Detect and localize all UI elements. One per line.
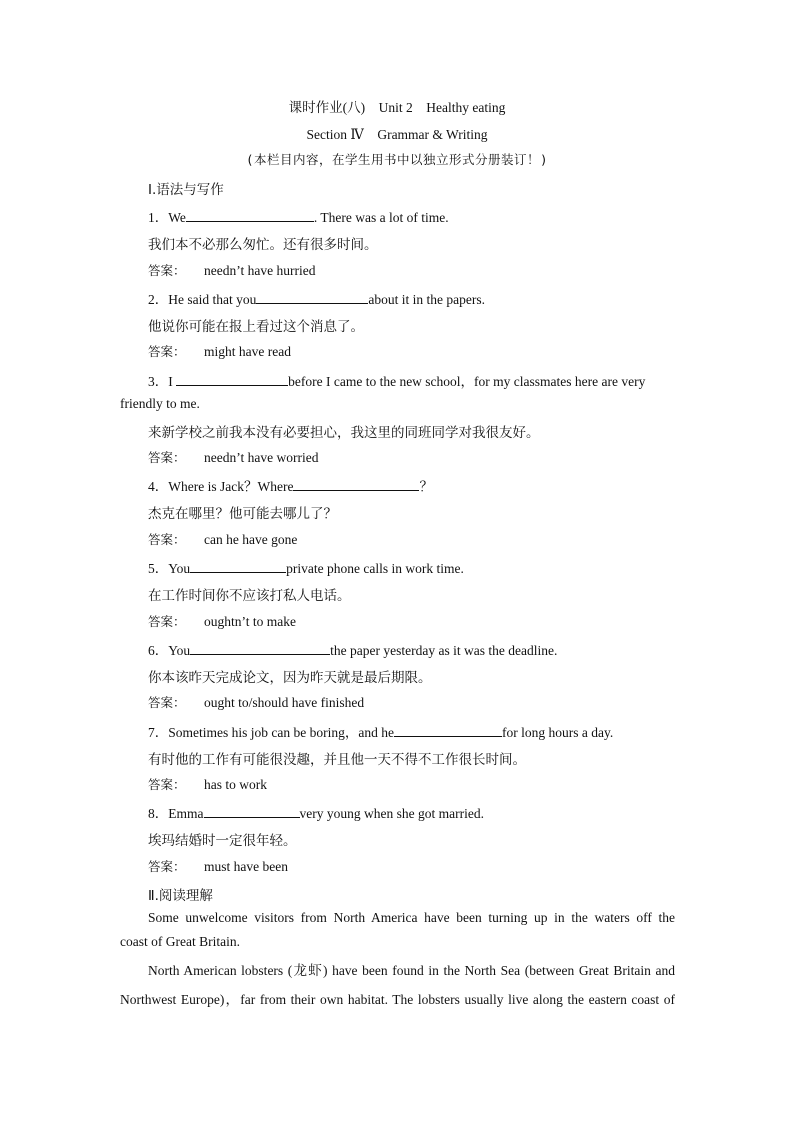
question-7-answer: 答案： has to work [148,777,267,792]
question-1-answer: 答案： needn’t have hurried [148,263,316,278]
question-4-answer: 答案： can he have gone [148,532,298,547]
question-8-answer: 答案： must have been [148,859,288,874]
answer-blank[interactable] [394,724,502,737]
question-6-translation: 你本该昨天完成论文，因为昨天就是最后期限。 [148,670,432,686]
question-4: 4．Where is Jack？Where ？ [148,479,433,494]
question-2-translation: 他说你可能在报上看过这个消息了。 [148,319,364,335]
question-5: 5．You private phone calls in work time. [148,561,464,576]
question-3-translation: 来新学校之前我本没有必要担心，我这里的同班同学对我很友好。 [148,425,540,441]
question-7: 7．Sometimes his job can be boring，and he for long hours a day. [148,725,614,740]
page-title: 课时作业(八) Unit 2 Healthy eating [288,100,506,115]
page-subtitle: Section Ⅳ Grammar & Writing [306,127,488,142]
passage-paragraph-2-line-1: North American lobsters (龙虾) have been found in the North Sea (between Great Britain and [148,963,675,978]
question-6: 6．You the paper yesterday as it was the deadline. [148,643,558,658]
question-3-answer: 答案： needn’t have worried [148,450,319,465]
question-4-translation: 杰克在哪里？他可能去哪儿了？ [148,506,337,522]
question-1: 1．We . There was a lot of time. [148,210,449,225]
answer-blank[interactable] [186,209,314,222]
question-7-translation: 有时他的工作有可能很没趣，并且他一天不得不工作很长时间。 [148,752,526,768]
question-6-answer: 答案： ought to/should have finished [148,695,365,710]
question-2-answer: 答案： might have read [148,344,291,359]
answer-blank[interactable] [204,805,300,818]
passage-paragraph-2-line-2: Northwest Europe)，far from their own habitat. The lobsters usually live along the eastern coast of [120,992,675,1007]
question-1-translation: 我们本不必那么匆忙。还有很多时间。 [148,237,378,253]
passage-paragraph-1-line-2: coast of Great Britain. [120,934,240,949]
answer-blank[interactable] [293,478,419,491]
question-3-continuation: friendly to me. [120,396,200,411]
question-5-answer: 答案： oughtn’t to make [148,614,296,629]
question-8-translation: 埃玛结婚时一定很年轻。 [148,833,297,849]
question-3: 3．I before I came to the new school，for my classmates here are very [148,374,646,389]
passage-paragraph-1-line-1: Some unwelcome visitors from North America have been turning up in the waters off the [148,910,675,925]
answer-blank[interactable] [256,291,368,304]
section-title-grammar: Ⅰ.语法与写作 [148,182,224,198]
question-2: 2．He said that you about it in the papers. [148,292,485,307]
question-8: 8．Emma very young when she got married. [148,806,484,821]
question-5-translation: 在工作时间你不应该打私人电话。 [148,588,351,604]
answer-blank[interactable] [190,642,330,655]
section-title-reading: Ⅱ.阅读理解 [148,888,213,904]
answer-blank[interactable] [176,373,288,386]
answer-blank[interactable] [190,560,286,573]
binding-note: (本栏目内容，在学生用书中以独立形式分册装订！) [245,152,549,167]
